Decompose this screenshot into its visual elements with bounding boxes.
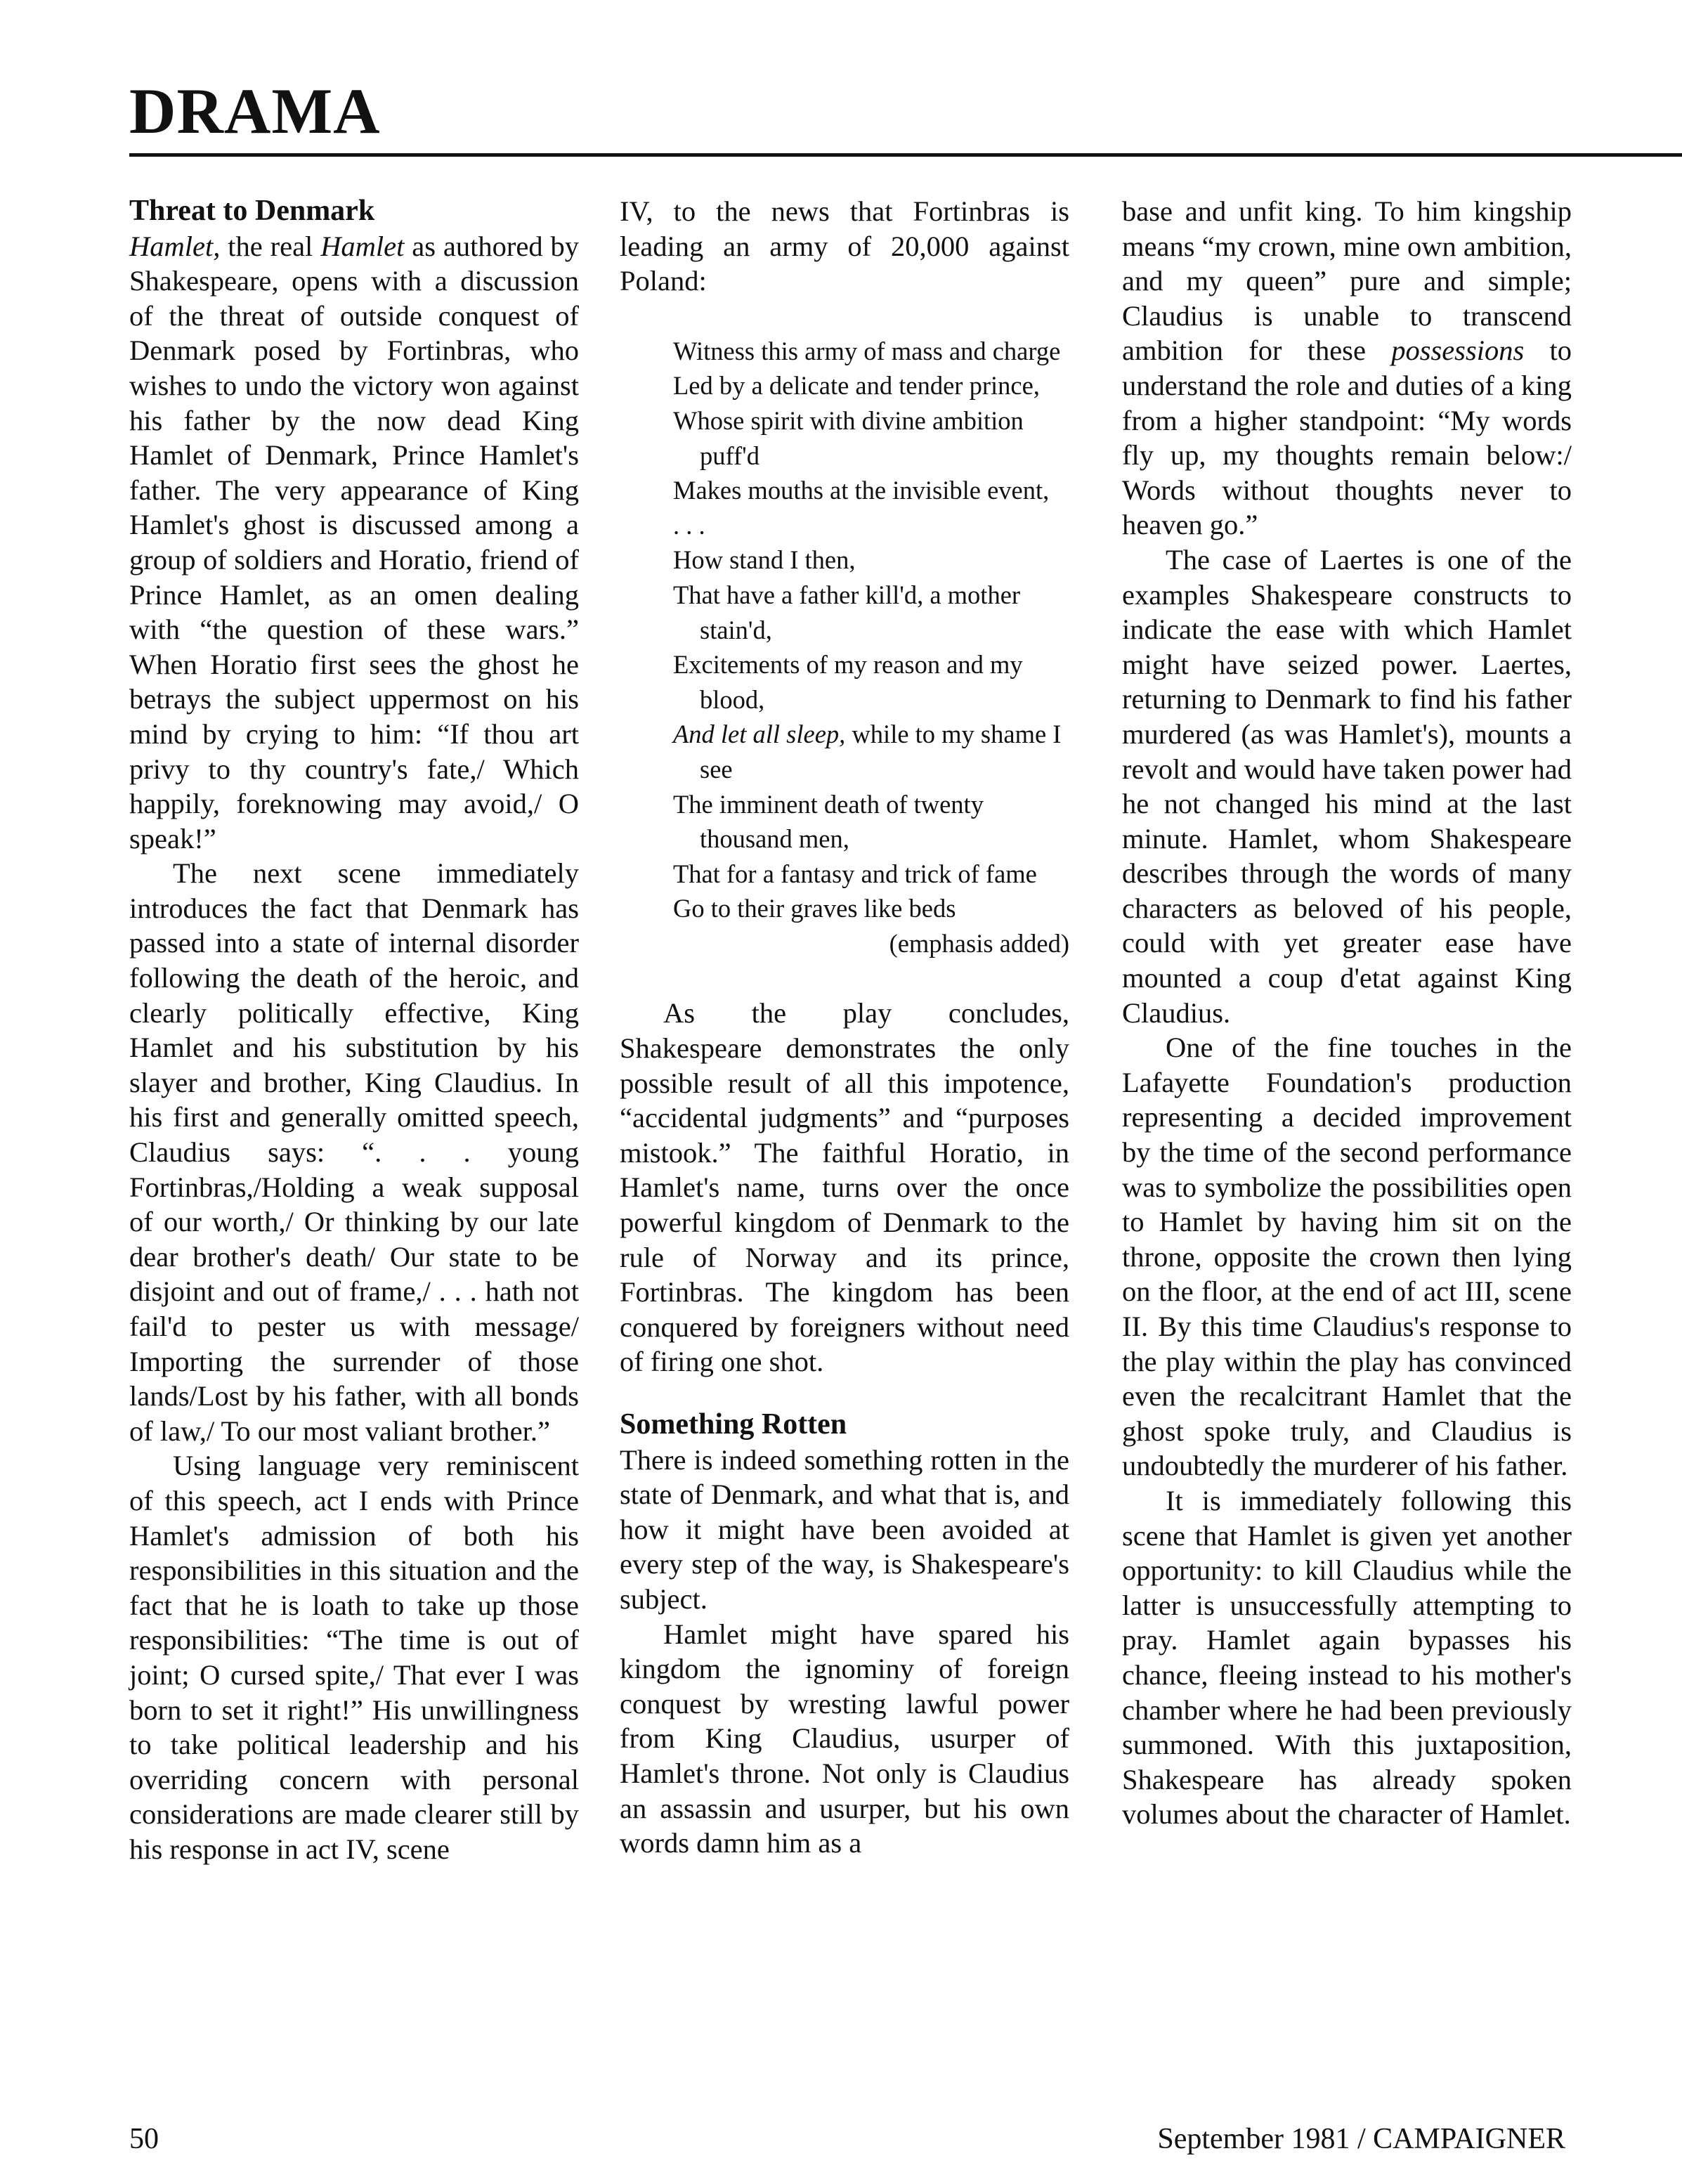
paragraph: The next scene immediately introduces the fact that Denmark has passed into a state of internal disorder following the death of the heroic, and clearly politically effective, King Hamlet and his substitution by his slayer and brother, King Claudius. In his first and generally omitted speech, Claudius says: “. . . young Fortinbras,/Holding a weak supposal of our worth,/ Or thinking by our late dear brother's death/ Our state to be disjoint and out of frame,/ . . . hath not fail'd to pester us with message/ Importing the surrender of those lands/Lost by his father, with all bonds of law,/ To our most valiant brother.” (129, 857, 579, 1447)
quote-line: Makes mouths at the invisible event, (673, 476, 1050, 505)
paragraph: Hamlet might have spared his kingdom the ignominy of foreign conquest by wresting lawful power from King Claudius, usurper of Hamlet's throne. Not only is Claudius an assassin and usurper, but his own words damn him as a (620, 1618, 1069, 1859)
page-number: 50 (129, 2123, 159, 2155)
italic-text: possessions (1391, 334, 1525, 367)
column-3 (1122, 194, 1572, 1832)
quote-attribution: (emphasis added) (889, 928, 1069, 958)
header-rule (129, 153, 1682, 157)
quote-line: Witness this army of mass and charge (673, 336, 1061, 365)
italic-text: Hamlet (320, 230, 405, 262)
quote-line: Excitements of my reason and my blood, (673, 650, 1023, 714)
quote-line: How stand I then, (673, 545, 856, 575)
paragraph (1122, 194, 1572, 542)
text: to understand the role and duties of a king from a higher standpoint: “My words fly up, my thoughts remain below:/ Words without thoughts never to heaven go.” (1122, 334, 1572, 541)
quote-line: Led by a delicate and tender prince, (673, 371, 1040, 401)
italic-text: Hamlet, (129, 230, 221, 262)
quote-ellipsis: . . . (673, 510, 705, 540)
text: base and unfit king. To him kingship means “my crown, mine own ambition, and my queen” pure and simple; Claudius is unable to transcend ambition for these (1122, 195, 1572, 367)
paragraph: As the play concludes, Shakespeare demonstrates the only possible result of all this impotence, “accidental judgments” and “purposes mistook.” The faithful Horatio, in Hamlet's name, turns over the once powerful kingdom of Denmark to the rule of Norway and its prince, Fortinbras. The kingdom has been conquered by foreigners without need of firing one shot. (620, 997, 1069, 1378)
column-2 (620, 194, 1069, 1861)
paragraph: There is indeed something rotten in the state of Denmark, and what that is, and how it might have been avoided at every step of the way, is Shakespeare's subject. (620, 1443, 1069, 1615)
column-1 (129, 194, 579, 1867)
paragraph: One of the fine touches in the Lafayette Foundation's production representing a decided improvement by the time of the second performance was to symbolize the possibilities open to Hamlet by having him sit on the throne, opposite the crown then lying on the floor, at the end of act III, scene II. By this time Claudius's response to the play within the play has convinced even the recalcitrant Hamlet that the ghost spoke truly, and Claudius is undoubtedly the murderer of his father. (1122, 1032, 1572, 1482)
spacer (620, 1379, 1069, 1408)
paragraph: It is immediately following this scene that Hamlet is given yet another opportunity: to kill Claudius while the latter is unsuccessfully attempting to pray. Hamlet again bypasses his chance, fleeing instead to his mother's chamber where he had been previously summoned. With this juxtaposition, Shakespeare has already spoken volumes about the character of Hamlet. (1122, 1484, 1572, 1831)
paragraph (129, 229, 579, 857)
text: as authored by Shakespeare, opens with a discussion of the threat of outside conquest of Denmark posed by Fortinbras, who wishes to undo the victory won against his father by the now dead King Hamlet of Denmark, Prince Hamlet's father. The very appearance of King Hamlet's ghost is discussed among a group of soldiers and Horatio, friend of Prince Hamlet, as an omen dealing with “the question of these wars.” When Horatio first sees the ghost he betrays the subject uppermost on his mind by crying to him: “If thou art privy to thy country's fate,/ Which happily, foreknowing may avoid,/ O speak!” (129, 230, 579, 854)
issue-footer: September 1981 / CAMPAIGNER (1157, 2123, 1565, 2155)
quote-line: That have a father kill'd, a mother stain'd, (673, 580, 1021, 644)
section-title: DRAMA (129, 75, 381, 147)
subhead-something-rotten: Something Rotten (620, 1408, 847, 1441)
paragraph: Using language very reminiscent of this speech, act I ends with Prince Hamlet's admission of both his responsibilities in this situation and the fact that he is loath to take up those responsibilities: “The time is out of joint; O cursed spite,/ That ever I was born to set it right!” His unwillingness to take political leadership and his overriding concern with personal considerations are made clearer still by his response in act IV, scene (129, 1450, 579, 1865)
subhead-threat-to-denmark: Threat to Denmark (129, 195, 375, 227)
italic-text: And let all sleep, (673, 720, 846, 749)
paragraph: The case of Laertes is one of the examples Shakespeare constructs to indicate the ease with which Hamlet might have seized power. Laertes, returning to Denmark to find his father murdered (as was Hamlet's), mounts a revolt and would have taken power had he not changed his mind at the last minute. Hamlet, whom Shakespeare describes through the words of many characters as beloved of his people, could with yet greater ease have mounted a coup d'etat against King Claudius. (1122, 543, 1572, 1029)
block-quote (673, 334, 1069, 961)
quote-line: The imminent death of twenty thousand men, (673, 789, 984, 854)
quote-line: Go to their graves like beds (673, 894, 956, 923)
quote-line: Whose spirit with divine ambition puff'd (673, 405, 1024, 470)
text: while to my shame I see (700, 720, 1062, 784)
quote-line (673, 717, 1069, 786)
quote-line: That for a fantasy and trick of fame (673, 859, 1037, 888)
text: the real (220, 230, 321, 262)
paragraph: IV, to the news that Fortinbras is leading an army of 20,000 against Poland: (620, 195, 1069, 297)
